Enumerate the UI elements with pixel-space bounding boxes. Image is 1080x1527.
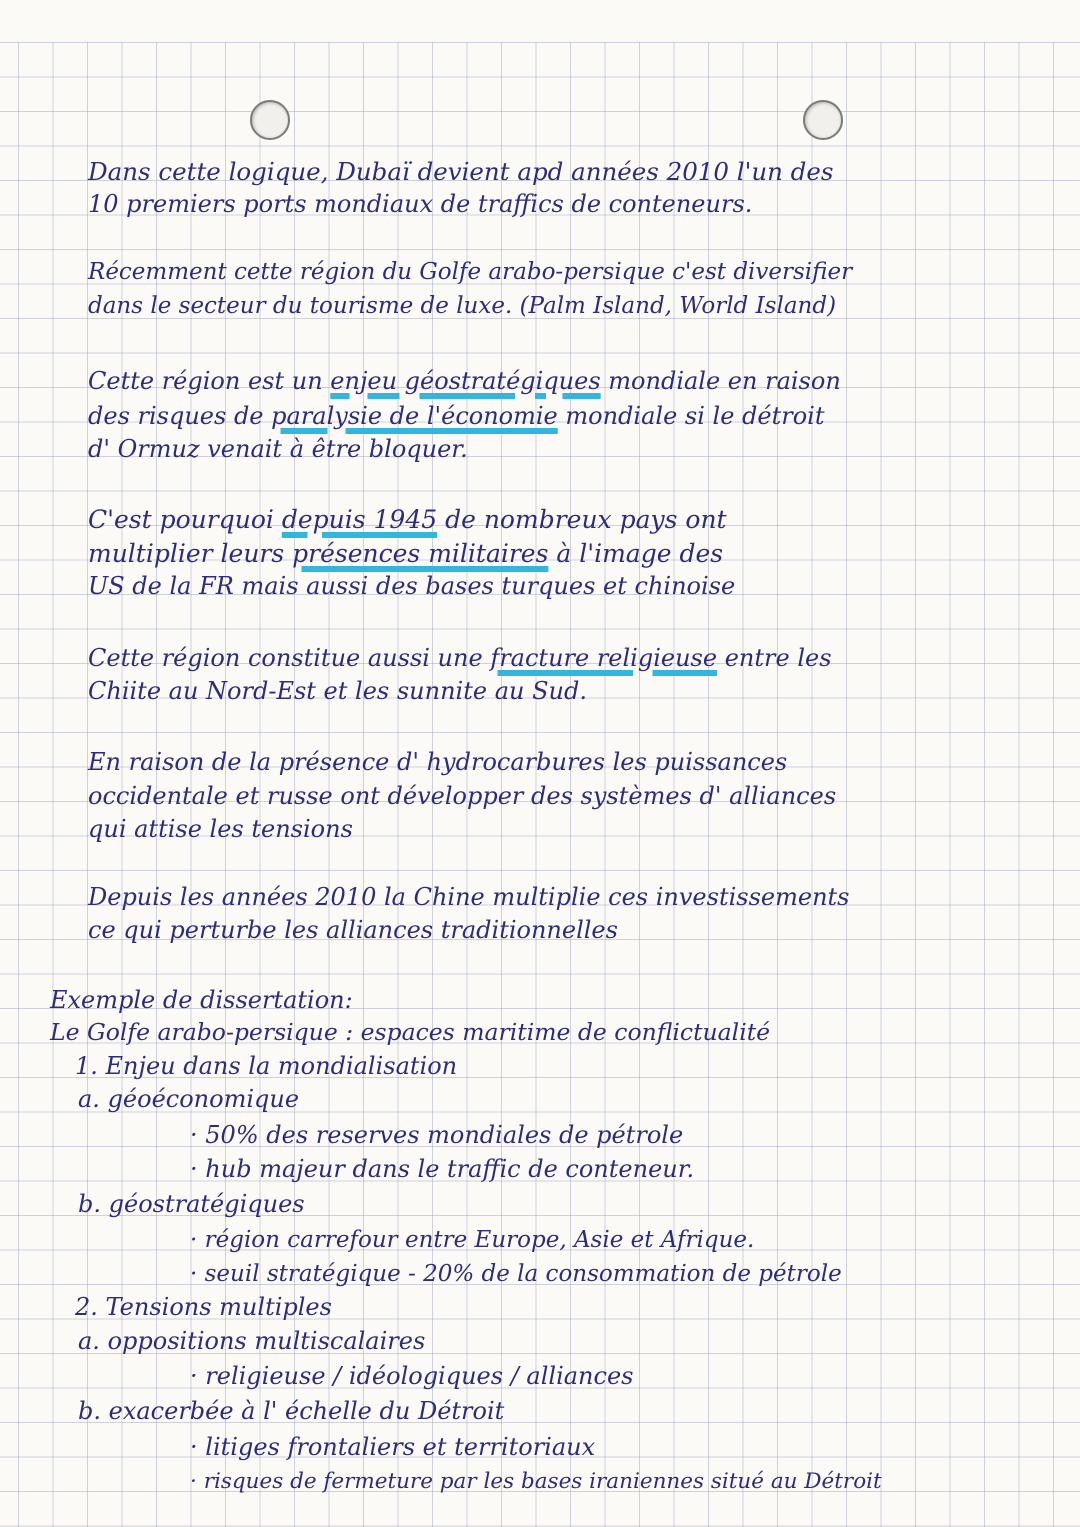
note-p6-line1: En raison de la présence d' hydrocarbures les puissances [88, 748, 788, 776]
bullet-dot: · [190, 1155, 198, 1183]
note-p4-line2: multiplier leurs présences militaires à l'image des [88, 539, 724, 568]
plan-part-2b: b. exacerbée à l' échelle du Détroit [78, 1397, 505, 1425]
bullet-dot: · [190, 1261, 198, 1287]
note-p1-line1: Dans cette logique, Dubaï devient apd années 2010 l'un des [88, 157, 834, 186]
note-p6-line2: occidentale et russe ont développer des systèmes d' alliances [88, 782, 837, 810]
note-p5-line1: Cette région constitue aussi une fracture religieuse entre les [88, 644, 832, 672]
bullet-dot: · [190, 1433, 198, 1461]
note-p7-line2: ce qui perturbe les alliances traditionnelles [88, 916, 618, 944]
page-top-edge [0, 0, 1080, 42]
highlight-presences-militaires: présences militaires [292, 539, 549, 568]
note-p4-line1: C'est pourquoi depuis 1945 de nombreux pays ont [88, 505, 727, 534]
plan-part-1a-bullet-2: · hub majeur dans le traffic de conteneur. [190, 1155, 695, 1183]
bullet-dot: · [190, 1227, 198, 1253]
plan-part-2a: a. oppositions multiscalaires [78, 1327, 426, 1355]
plan-part-2a-bullet-1: · religieuse / idéologiques / alliances [190, 1362, 634, 1390]
note-p5-line2: Chiite au Nord-Est et les sunnite au Sud. [88, 677, 587, 705]
binder-hole-right [803, 100, 843, 140]
highlight-fracture-religieuse: fracture religieuse [490, 644, 718, 672]
plan-part-2: 2. Tensions multiples [75, 1293, 332, 1321]
highlight-paralysie: paralysie de l'économie [271, 402, 558, 430]
note-p1-line2: 10 premiers ports mondiaux de traffics de conteneurs. [88, 190, 753, 218]
highlight-depuis-1945: depuis 1945 [281, 505, 438, 534]
plan-part-1b-bullet-2: · seuil stratégique - 20% de la consommation de pétrole [190, 1261, 842, 1287]
note-p3-line1: Cette région est un enjeu géostratégiques mondiale en raison [88, 367, 841, 395]
note-p3-line2: des risques de paralysie de l'économie mondiale si le détroit [88, 402, 825, 430]
note-p3-line3: d' Ormuz venait à être bloquer. [88, 435, 468, 463]
plan-part-1b-bullet-1: · région carrefour entre Europe, Asie et Afrique. [190, 1227, 755, 1253]
dissertation-heading: Exemple de dissertation: [50, 986, 353, 1014]
note-p6-line3: qui attise les tensions [88, 815, 353, 843]
plan-part-1a: a. géoéconomique [78, 1085, 300, 1113]
highlight-enjeu: enjeu géostratégiques [330, 367, 601, 395]
note-p2-line2: dans le secteur du tourisme de luxe. (Palm Island, World Island) [88, 293, 837, 319]
note-p2-line1: Récemment cette région du Golfe arabo-persique c'est diversifier [88, 259, 853, 285]
bullet-dot: · [190, 1469, 197, 1494]
plan-part-1a-bullet-1: · 50% des reserves mondiales de pétrole [190, 1121, 684, 1149]
plan-part-1: 1. Enjeu dans la mondialisation [75, 1052, 458, 1080]
bullet-dot: · [190, 1121, 198, 1149]
plan-part-2b-bullet-2: · risques de fermeture par les bases iraniennes situé au Détroit [190, 1469, 882, 1494]
note-p4-line3: US de la FR mais aussi des bases turques et chinoise [88, 572, 736, 600]
note-p7-line1: Depuis les années 2010 la Chine multiplie ces investissements [88, 883, 850, 911]
binder-hole-left [250, 100, 290, 140]
bullet-dot: · [190, 1362, 198, 1390]
dissertation-subject: Le Golfe arabo-persique : espaces maritime de conflictualité [50, 1018, 771, 1046]
plan-part-1b: b. géostratégiques [78, 1190, 305, 1218]
plan-part-2b-bullet-1: · litiges frontaliers et territoriaux [190, 1433, 596, 1461]
